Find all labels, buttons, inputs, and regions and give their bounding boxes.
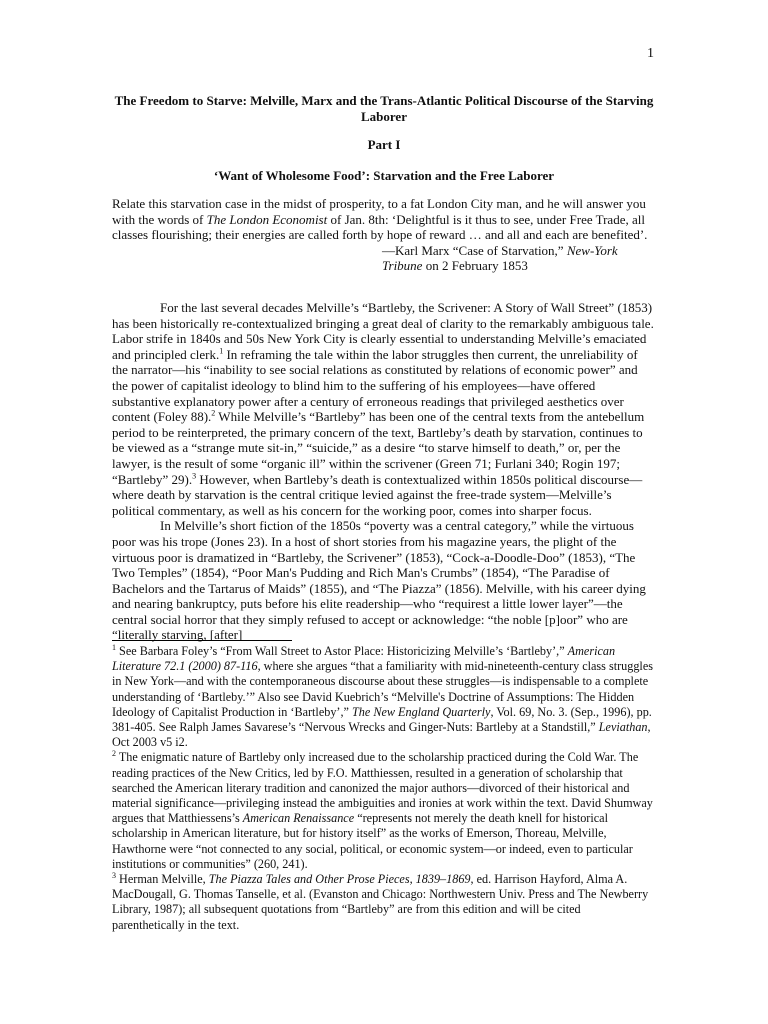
paragraph (112, 300, 656, 518)
part-heading: Part I (367, 137, 401, 152)
footnote-ref[interactable]: 3 (192, 471, 197, 481)
footnote (112, 750, 656, 872)
footnote-number: 3 (112, 870, 116, 880)
footnote-citation: The Piazza Tales and Other Prose Pieces, 1839–1869 (208, 872, 471, 887)
footnote-divider (112, 640, 292, 641)
paragraph-text: While Melville’s “Bartleby” has been one of the central texts from the antebellum period to be reinterpreted, the primary concern of the text, Bartleby’s death by starvation, continues to be viewed as a “strange mute sit-in,” “suicide,” as a desire “to starve himself to death,” or, per the lawyer, is the result of some “organic ill” within the scrivener (Green 71; Furlani 340; Rogin 197; “Bartleby” 29). (112, 409, 645, 487)
footnote-text: , ed. Harrison Hayford, Alma A. MacDougall, G. Thomas Tanselle, et al. (Evanston and Chicago: Northwestern Univ. Press and The Newberry Library, 1987); all subsequent quotations from “Bartleby” are from this edition and will be cited parenthetically in the text. (112, 872, 649, 932)
page-number: 1 (647, 46, 654, 61)
footnote-text: Herman Melville, (116, 872, 209, 887)
footnote-citation: The New England Quarterly (351, 704, 491, 719)
footnote-text: The enigmatic nature of Bartleby only increased due to the scholarship practiced during the Cold War. The reading practices of the New Critics, led by F.O. Matthiessen, resulted in a generation of scholarship that searched the American literary tradition and canonized the major authors—divorced of their historical and material significance—privileging instead the ambiguities and ironies at work within the text. David Shumway argues that Matthiessens’s (112, 750, 653, 826)
footnote-citation: American Renaissance (242, 811, 355, 826)
footnote (112, 644, 656, 750)
body-text (112, 300, 656, 643)
epigraph-text: Relate this starvation case in the midst of prosperity, to a fat London City man, and he will answer you with the words of (112, 196, 646, 227)
footnote-text: See Barbara Foley’s “From Wall Street to Astor Place: Historicizing Melville’s ‘Bartleby’,” (116, 644, 568, 658)
footnote-number: 2 (112, 749, 116, 759)
footnote-number: 1 (112, 642, 116, 652)
attribution-text: —Karl Marx “Case of Starvation,” (382, 242, 567, 258)
section-heading: ‘Want of Wholesome Food’: Starvation and the Free Laborer (213, 168, 555, 183)
footnote-text: “represents not merely the death knell for historical scholarship in American literature, but for history itself” as the works of Emerson, Thoreau, Melville, Hawthorne were “not connected to any social, political, or economic system—or indeed, even to particular institutions or communities” (260, 241). (112, 811, 633, 871)
footnote-citation: Leviathan (598, 720, 648, 735)
epigraph (112, 196, 656, 274)
paragraph: In Melville’s short fiction of the 1850s “poverty was a central category,” while the virtuous poor was his trope (Jones 23). In a host of short stories from his magazine years, the plight of the virtuous poor is dramatized in “Bartleby, the Scrivener” (1853), “Cock-a-Doodle-Doo” (1853), “The Two Temples” (1854), “Poor Man's Pudding and Rich Man's Crumbs” (1854), “The Paradise of Bachelors and the Tartarus of Maids” (1855), and “The Piazza” (1856). Melville, with his career dying and nearing bankruptcy, puts before his elite readership—who “requirest a little lower layer”—the central social horror that they simply refused to accept or acknowledge: “the noble [p]oor” who are “literally starving, [after] (112, 518, 646, 643)
footnote-ref[interactable]: 2 (211, 408, 216, 418)
footnotes (112, 644, 656, 933)
footnote-text: , Oct 2003 v5 i2. (112, 720, 651, 750)
footnote (112, 872, 656, 933)
epigraph-source: The London Economist (206, 211, 328, 227)
footnote-ref[interactable]: 1 (219, 346, 224, 356)
footnote-text: , where she argues “that a familiarity with mid-nineteenth-century class struggles in New York—and with the contemporaneous discourse about these struggles—is indispensable to a complete understanding of ‘Bartleby.’” Also see David Kuebrich’s “Melville's Doctrine of Assumptions: The Hidden Ideology of Capitalist Production in ‘Bartleby’,” (112, 659, 653, 719)
epigraph-attribution (112, 243, 656, 274)
attribution-source: New-York Tribune (382, 242, 618, 273)
footnote-text: , Vol. 69, No. 3. (Sep., 1996), pp. 381-405. See Ralph James Savarese’s “Nervous Wrecks and Ginger-Nuts: Bartleby at a Standstill,” (112, 704, 652, 735)
attribution-date: on 2 February 1853 (422, 258, 528, 273)
epigraph-text: of Jan. 8th: ‘Delightful is it thus to see, under Free Trade, all classes flourishing; their energies are called forth by hope of reward … and all and each are benefited’. (112, 211, 648, 242)
footnote-citation: American Literature 72.1 (2000) 87-116 (112, 644, 616, 674)
document-title: The Freedom to Starve: Melville, Marx and the Trans-Atlantic Political Discourse of the Starving Laborer (114, 93, 654, 124)
paragraph-text: In reframing the tale within the labor struggles then current, the unreliability of the narrator—his “inability to see social relations as constituted by relations of economic power” and the power of capitalist ideology to blind him to the suffering of his employees—have offered substantive explanatory power after a century of erroneous readings that privileged aesthetics over content (Foley 88). (112, 346, 638, 425)
paragraph-text: For the last several decades Melville’s “Bartleby, the Scrivener: A Story of Wall Street” (1853) has been historically re-contextualized bringing a great deal of clarity to the remarkably ambiguous tale. Labor strife in 1840s and 50s New York City is clearly essential to understanding Melville’s emaciated and principled clerk. (112, 300, 654, 362)
paragraph-text: However, when Bartleby’s death is contextualized within 1850s political discourse—where death by starvation is the central critique levied against the free-trade system—Melville’s political commentary, as well as his concern for the working poor, comes into sharper focus. (112, 471, 643, 518)
